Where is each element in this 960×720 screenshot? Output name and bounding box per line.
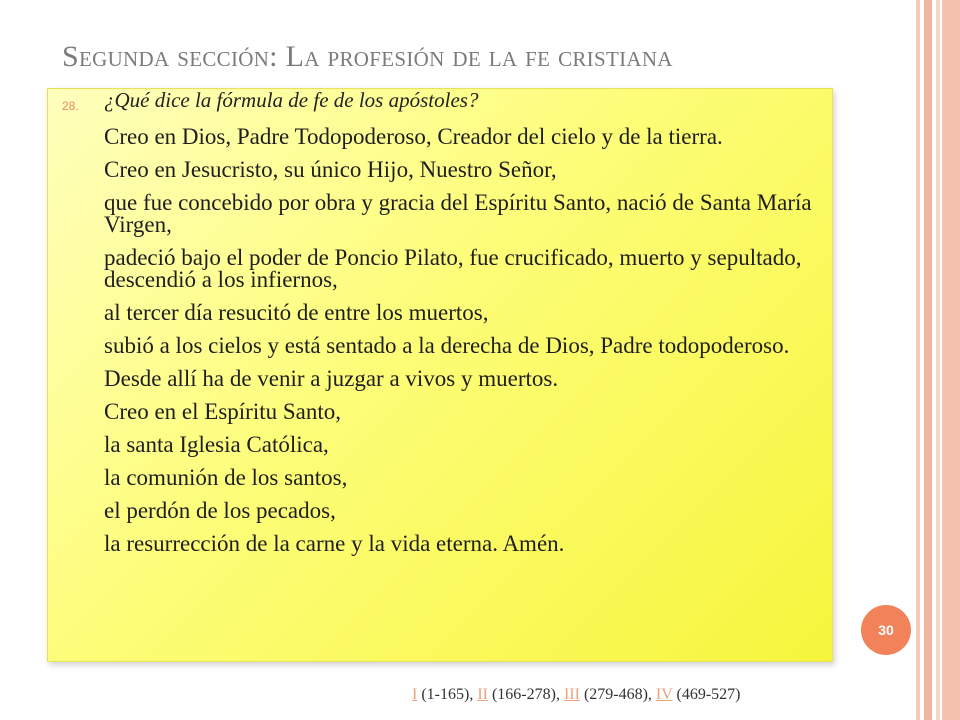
creed-line: la resurrección de la carne y la vida eterna. Amén. (104, 531, 565, 556)
decorative-stripe (936, 0, 940, 720)
creed-list (104, 126, 824, 566)
slide-title: Segunda sección: La profesión de la fe cristiana (62, 40, 673, 73)
decorative-stripe (942, 0, 960, 720)
footer-link-part-2[interactable]: II (477, 686, 488, 703)
decorative-stripe (924, 0, 932, 720)
footer-link-part-4[interactable]: IV (655, 686, 673, 703)
footer-link-part-3[interactable]: III (563, 686, 580, 703)
footer-navigation (412, 686, 741, 704)
creed-line: Creo en Dios, Padre Todopoderoso, Creador del cielo y de la tierra. (104, 124, 723, 149)
decorative-stripe (916, 0, 920, 720)
question-text: ¿Qué dice la fórmula de fe de los apóstoles? (104, 88, 479, 112)
creed-line: al tercer día resucitó de entre los muertos, (104, 300, 489, 325)
creed-line: subió a los cielos y está sentado a la derecha de Dios, Padre todopoderoso. (104, 333, 790, 358)
footer-link-part-1[interactable]: I (412, 686, 418, 703)
slide-number: 30 (878, 622, 894, 638)
creed-line: la comunión de los santos, (104, 465, 348, 490)
creed-line: Creo en Jesucristo, su único Hijo, Nuestro Señor, (104, 157, 557, 182)
footer-range-part-1: (1-165), (421, 686, 474, 703)
footer-range-part-2: (166-278), (491, 686, 560, 703)
footer-range-part-3: (279-468), (583, 686, 652, 703)
creed-line: Creo en el Espíritu Santo, (104, 399, 341, 424)
slide-number-badge (861, 605, 911, 655)
creed-line: Desde allí ha de venir a juzgar a vivos y muertos. (104, 366, 559, 391)
creed-line: que fue concebido por obra y gracia del Espíritu Santo, nació de Santa María Virgen, (104, 190, 812, 237)
creed-line: la santa Iglesia Católica, (104, 432, 329, 457)
footer-range-part-4: (469-527) (676, 686, 741, 703)
question-number: 28. (62, 99, 79, 113)
creed-line: padeció bajo el poder de Poncio Pilato, fue crucificado, muerto y sepultado, descendió a los infiernos, (104, 245, 802, 292)
creed-line: el perdón de los pecados, (104, 498, 336, 523)
